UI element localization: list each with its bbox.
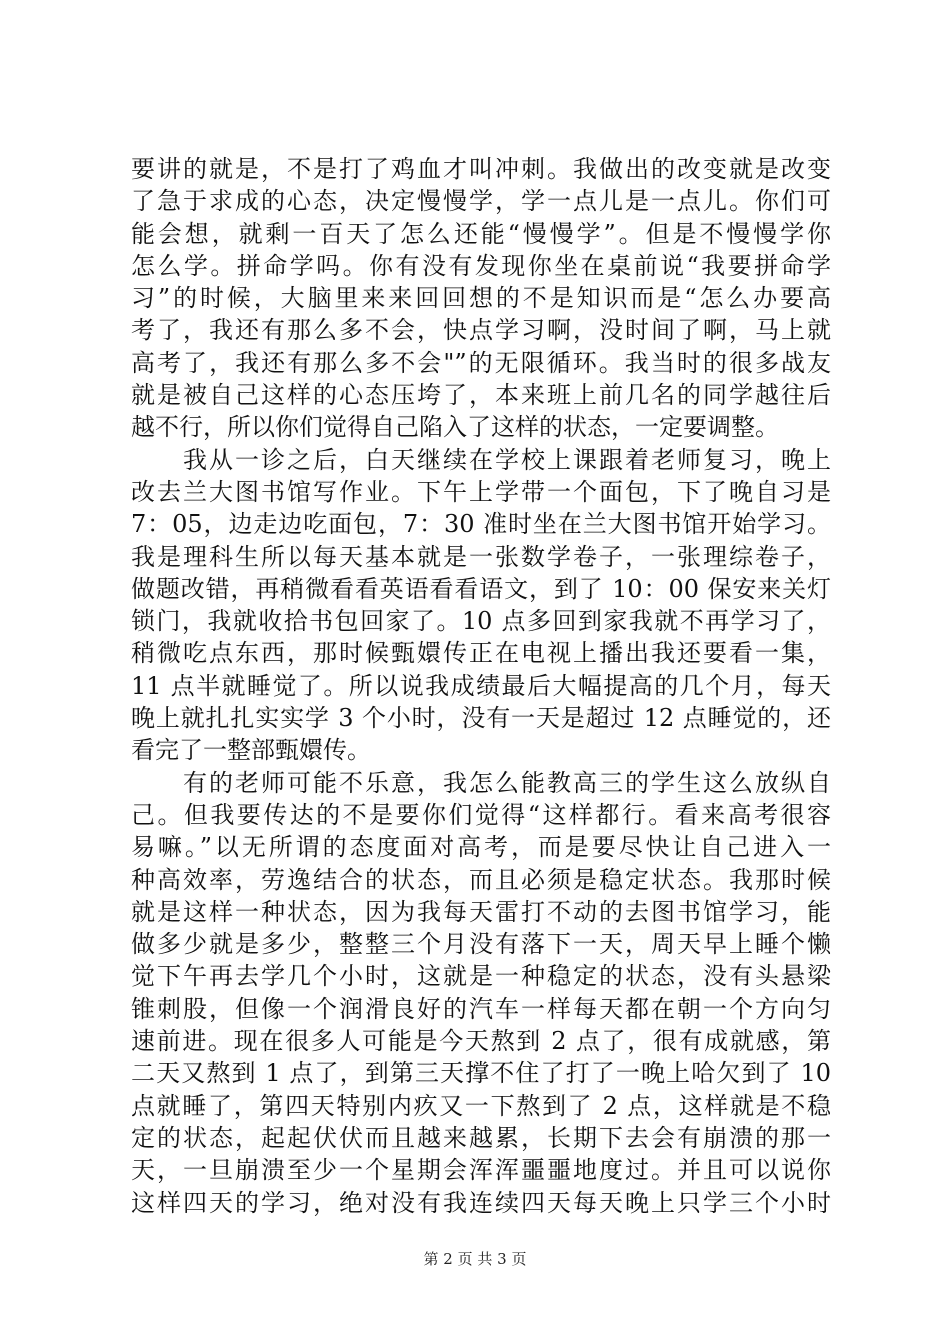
text-line: 定的状态，起起伏伏而且越来越累，长期下去会有崩溃的那一 (131, 1123, 831, 1152)
text-line: 己。但我要传达的不是要你们觉得“这样都行。看来高考很容 (131, 800, 831, 829)
text-line: 高考了，我还有那么多不会"”的无限循环。我当时的很多战友 (131, 348, 831, 377)
text-line: 种高效率，劳逸结合的状态，而且必须是稳定状态。我那时候 (131, 865, 831, 894)
text-line: 觉下午再去学几个小时，这就是一种稳定的状态，没有头悬梁 (131, 962, 831, 991)
text-line: 改去兰大图书馆写作业。下午上学带一个面包，下了晚自习是 (131, 477, 831, 506)
text-line: 11 点半就睡觉了。所以说我成绩最后大幅提高的几个月，每天 (131, 671, 831, 700)
text-line: 了急于求成的心态，决定慢慢学，学一点儿是一点儿。你们可 (131, 187, 831, 216)
text-line: 锥刺股，但像一个润滑良好的汽车一样每天都在朝一个方向匀 (131, 994, 831, 1023)
text-line: 这样四天的学习，绝对没有我连续四天每天晚上只学三个小时 (131, 1188, 831, 1217)
text-line: 易嘛。”以无所谓的态度面对高考，而是要尽快让自己进入一 (131, 833, 831, 862)
text-line: 就是被自己这样的心态压垮了，本来班上前几名的同学越往后 (131, 381, 831, 410)
document-body (131, 153, 831, 1219)
page-number-label: 第 2 页 共 3 页 (423, 1250, 527, 1268)
text-line: 怎么学。拼命学吗。你有没有发现你坐在桌前说“我要拼命学 (131, 251, 831, 280)
text-line: 稍微吃点东西，那时候甄嬛传正在电视上播出我还要看一集， (131, 639, 831, 668)
text-line: 点就睡了，第四天特别内疚又一下熬到了 2 点，这样就是不稳 (131, 1091, 831, 1120)
text-line: 我从一诊之后，白天继续在学校上课跟着老师复习，晚上 (131, 445, 831, 474)
text-line: 有的老师可能不乐意，我怎么能教高三的学生这么放纵自 (131, 768, 831, 797)
text-line: 就是这样一种状态，因为我每天雷打不动的去图书馆学习，能 (131, 897, 831, 926)
text-line: 做题改错，再稍微看看英语看看语文，到了 10：00 保安来关灯 (131, 574, 831, 603)
text-line: 速前进。现在很多人可能是今天熬到 2 点了，很有成就感，第 (131, 1027, 831, 1056)
text-line: 我是理科生所以每天基本就是一张数学卷子，一张理综卷子， (131, 542, 831, 571)
text-line: 能会想，就剩一百天了怎么还能“慢慢学”。但是不慢慢学你 (131, 219, 831, 248)
text-line: 看完了一整部甄嬛传。 (131, 736, 371, 765)
text-line: 考了，我还有那么多不会，快点学习啊，没时间了啊，马上就 (131, 316, 831, 345)
text-line: 二天又熬到 1 点了，到第三天撑不住了打了一晚上哈欠到了 10 (131, 1059, 831, 1088)
text-line: 习”的时候，大脑里来来回回想的不是知识而是“怎么办要高 (131, 284, 831, 313)
text-line: 晚上就扎扎实实学 3 个小时，没有一天是超过 12 点睡觉的，还 (131, 704, 831, 733)
text-line: 锁门，我就收拾书包回家了。10 点多回到家我就不再学习了， (131, 607, 831, 636)
text-line: 天，一旦崩溃至少一个星期会浑浑噩噩地度过。并且可以说你 (131, 1156, 831, 1185)
text-line: 越不行，所以你们觉得自己陷入了这样的状态，一定要调整。 (131, 413, 779, 442)
text-line: 要讲的就是，不是打了鸡血才叫冲刺。我做出的改变就是改变 (131, 155, 831, 183)
text-line: 7：05，边走边吃面包，7：30 准时坐在兰大图书馆开始学习。 (131, 510, 831, 539)
text-line: 做多少就是多少，整整三个月没有落下一天，周天早上睡个懒 (131, 930, 831, 959)
page-footer (0, 1249, 950, 1269)
